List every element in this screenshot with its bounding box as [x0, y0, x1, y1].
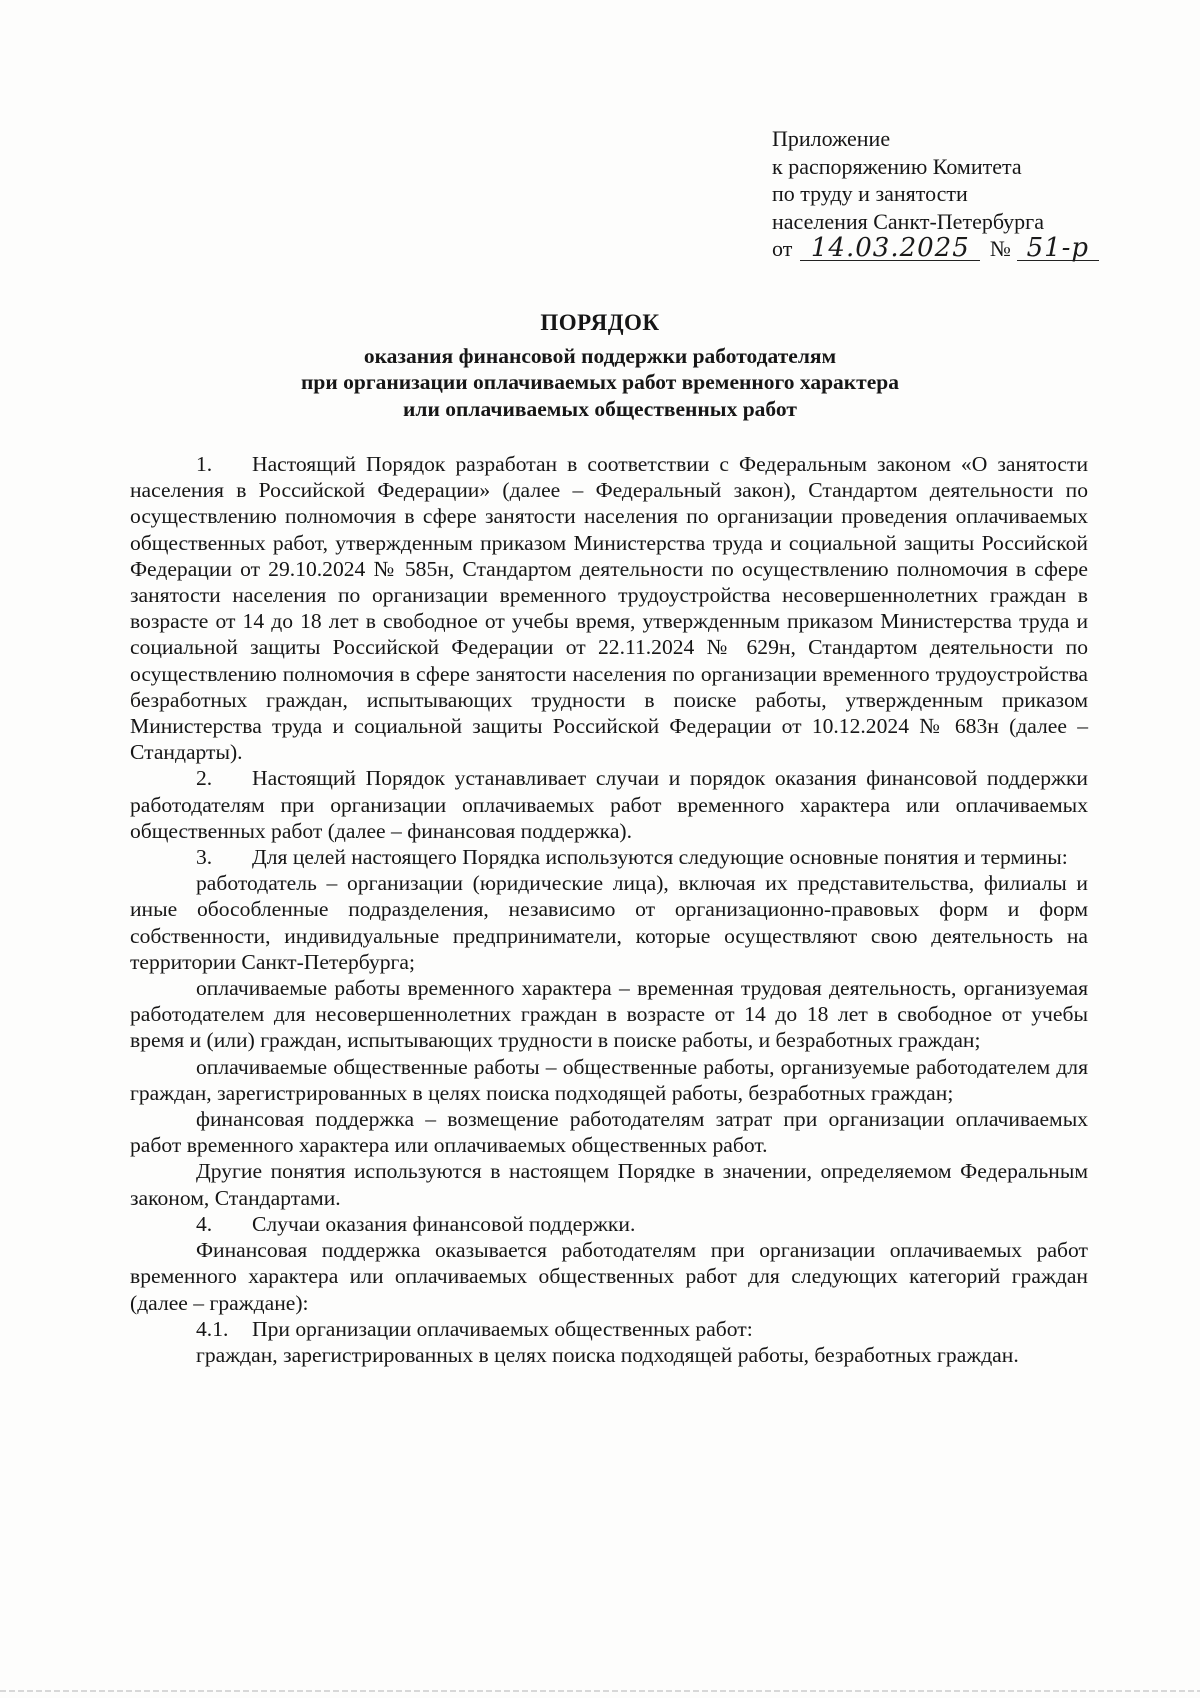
title-line-1: оказания финансовой поддержки работодателям [363, 343, 837, 368]
paragraph-text: оплачиваемые работы временного характера – временная трудовая деятельность, организуемая работодателем для несовершеннолетних граждан в возрасте от 14 до 18 лет в свободное от учебы время и (или) граждан, испытывающих трудности в поиске работы, и безработных граждан; [130, 976, 1088, 1053]
paragraph-number: 2. [196, 766, 213, 791]
title-line-3: или оплачиваемых общественных работ [403, 396, 797, 421]
paragraph-text: Финансовая поддержка оказывается работодателям при организации оплачиваемых работ временного характера или оплачиваемых общественных работ для следующих категорий граждан (далее – граждане): [130, 1238, 1088, 1315]
paragraph-number: 4. [196, 1211, 213, 1236]
title-main: ПОРЯДОК [540, 310, 660, 335]
from-label: от [772, 236, 793, 261]
paragraph-text: работодатель – организации (юридические лица), включая их представительства, филиалы и иные обособленные подразделения, независимо от организационно-правовых форм и форм собственности, индивидуальные предприниматели, которые осуществляют свою деятельность на территории Санкт-Петербурга; [130, 871, 1088, 974]
definition-public-work [130, 1054, 1088, 1106]
paragraph-text: оплачиваемые общественные работы – общественные работы, организуемые работодателем для граждан, зарегистрированных в целях поиска подходящей работы, безработных граждан; [130, 1054, 1088, 1105]
paragraph-2 [130, 765, 1088, 844]
date-number-line [772, 235, 1099, 263]
paragraph-1 [130, 451, 1088, 765]
other-terms [130, 1158, 1088, 1210]
paragraph-number: 3. [196, 845, 213, 870]
handwritten-number: 51-р [1017, 236, 1099, 261]
title-line-2: при организации оплачиваемых работ временного характера [301, 370, 899, 394]
definition-temporary-work [130, 975, 1088, 1054]
committee-name-line2: населения Санкт-Петербурга [772, 208, 1044, 234]
definition-employer [130, 870, 1088, 975]
paragraph-3 [130, 844, 1088, 870]
paragraph-4-1 [130, 1316, 1088, 1342]
paragraph-number: 4.1. [196, 1316, 229, 1341]
committee-name-line1: по труду и занятости [772, 181, 968, 206]
paragraph-text: Для целей настоящего Порядка используются следующие основные понятия и термины: [252, 845, 1068, 870]
scan-edge-line [0, 1690, 1200, 1692]
paragraph-text: граждан, зарегистрированных в целях поиска подходящей работы, безработных граждан. [196, 1342, 1019, 1367]
paragraph-text: финансовая поддержка – возмещение работодателям затрат при организации оплачиваемых работ временного характера или оплачиваемых общественных работ. [130, 1107, 1088, 1158]
order-reference: к распоряжению Комитета [772, 153, 1022, 179]
document-body [130, 451, 1088, 1368]
paragraph-text: При организации оплачиваемых общественных работ: [252, 1316, 753, 1341]
number-label: № [989, 236, 1011, 261]
paragraph-number: 1. [196, 452, 213, 476]
paragraph-text: Настоящий Порядок разработан в соответствии с Федеральным законом «О занятости населения в Российской Федерации» (далее – Федеральный закон), Стандартом деятельности по осуществлению полномочия в сфере занятости населения по организации проведения оплачиваемых общественных работ, утвержденным приказом Министерства труда и социальной защиты Российской Федерации от 29.10.2024 № 585н, Стандартом деятельности по осуществлению полномочия в сфере занятости населения по организации временного трудоустройства несовершеннолетних граждан в возрасте от 14 до 18 лет в свободное от учебы время, утвержденным приказом Министерства труда и социальной защиты Российской Федерации от 22.11.2024 № 629н, Стандартом деятельности по осуществлению полномочия в сфере занятости населения по организации временного трудоустройства безработных граждан, испытывающих трудности в поиске работы, утвержденным приказом Министерства труда и социальной защиты Российской Федерации от 10.12.2024 № 683н (далее – Стандарты). [130, 452, 1088, 765]
paragraph-4 [130, 1211, 1088, 1237]
definition-financial-support [130, 1106, 1088, 1158]
support-categories [130, 1237, 1088, 1316]
appendix-header [772, 125, 1099, 263]
paragraph-text: Другие понятия используются в настоящем Порядке в значении, определяемом Федеральным законом, Стандартами. [130, 1159, 1088, 1210]
registered-citizens [130, 1342, 1088, 1368]
paragraph-text: Настоящий Порядок устанавливает случаи и порядок оказания финансовой поддержки работодателям при организации оплачиваемых работ временного характера или оплачиваемых общественных работ (далее – финансовая поддержка). [130, 766, 1088, 843]
paragraph-text: Случаи оказания финансовой поддержки. [252, 1211, 636, 1236]
document-title [130, 310, 1070, 422]
handwritten-date: 14.03.2025 [800, 236, 980, 261]
appendix-label: Приложение [772, 126, 891, 151]
